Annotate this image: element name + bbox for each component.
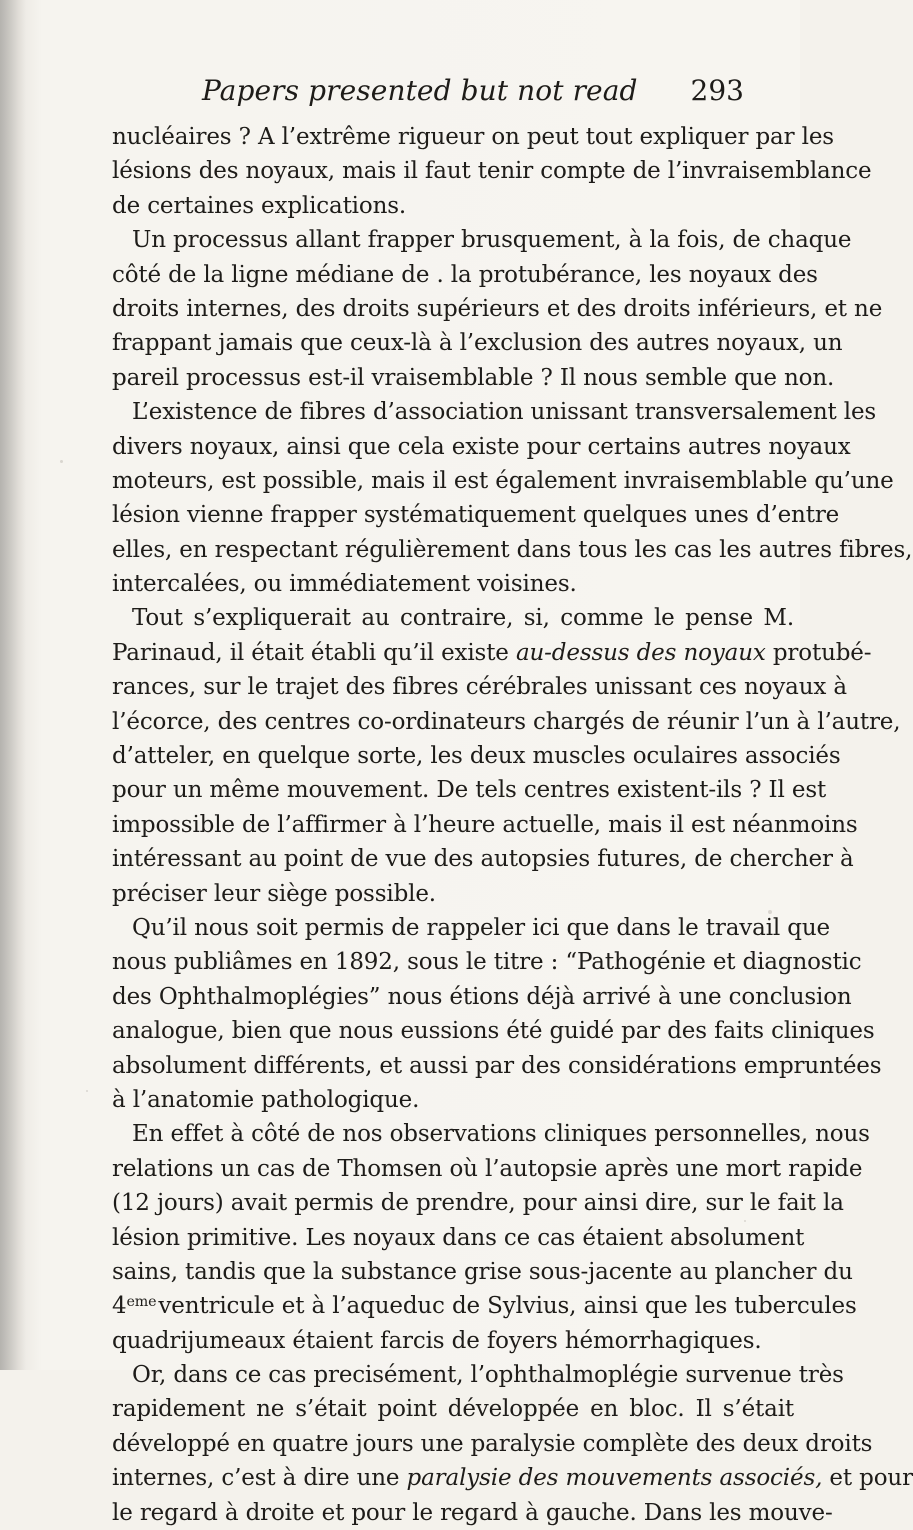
text-line: elles, en respectant régulièrement dans tous les cas les autres fibres, xyxy=(112,536,913,563)
text-line: Qu’il nous soit permis de rappeler ici que dans le travail que xyxy=(132,914,830,941)
text-line: pareil processus est-il vraisemblable ? Il nous semble que non. xyxy=(112,364,835,391)
text-line: absolument différents, et aussi par des considérations empruntées xyxy=(112,1052,882,1079)
text-line: préciser leur siège possible. xyxy=(112,880,436,907)
text-line: lésions des noyaux, mais il faut tenir compte de l’invraisemblance xyxy=(112,158,872,185)
text-line: développé en quatre jours une paralysie complète des deux droits xyxy=(112,1430,873,1457)
text-line: intercalées, ou immédiatement voisines. xyxy=(112,571,577,598)
text-line: pour un même mouvement. De tels centres existent-ils ? Il est xyxy=(112,777,827,804)
text-fragment: ventricule et à l’aqueduc de Sylvius, ainsi que les tubercules xyxy=(158,1293,857,1320)
running-title: Papers presented but not read xyxy=(202,74,638,107)
text-line: relations un cas de Thomsen où l’autopsie après une mort rapide xyxy=(112,1155,863,1182)
paper-speck xyxy=(86,1090,88,1092)
text-line: Or, dans ce cas precisément, l’ophthalmoplégie survenue très xyxy=(132,1362,844,1389)
text-line-with-italic xyxy=(112,1461,913,1495)
italic-phrase: au-dessus des noyaux xyxy=(515,639,766,666)
text-line: des Ophthalmoplégies” nous étions déjà arrivé à une conclusion xyxy=(112,983,852,1010)
text-line: frappant jamais que ceux-là à l’exclusion des autres noyaux, un xyxy=(112,330,843,357)
text-line-with-superscript xyxy=(112,1289,857,1323)
text-line: le regard à droite et pour le regard à gauche. Dans les mouve- xyxy=(112,1499,833,1526)
paper-speck xyxy=(768,910,772,914)
text-line: l’écorce, des centres co-ordinateurs chargés de réunir l’un à l’autre, xyxy=(112,708,901,735)
page-number: 293 xyxy=(690,74,744,107)
text-line: moteurs, est possible, mais il est également invraisemblable qu’une xyxy=(112,467,894,494)
page-binding-shadow xyxy=(0,0,26,1370)
text-line: quadrijumeaux étaient farcis de foyers hémorrhagiques. xyxy=(112,1327,762,1354)
text-line: à l’anatomie pathologique. xyxy=(112,1086,420,1113)
text-line: analogue, bien que nous eussions été guidé par des faits cliniques xyxy=(112,1018,875,1045)
text-line: En effet à côté de nos observations cliniques personnelles, nous xyxy=(132,1121,870,1148)
text-line: (12 jours) avait permis de prendre, pour ainsi dire, sur le fait la xyxy=(112,1190,844,1217)
text-line: rances, sur le trajet des fibres cérébrales unissant ces noyaux à xyxy=(112,674,847,701)
text-fragment: internes, c’est à dire une xyxy=(112,1465,407,1492)
ordinal-number: 4 xyxy=(112,1293,127,1320)
text-line: lésion primitive. Les noyaux dans ce cas étaient absolument xyxy=(112,1224,805,1251)
paper-speck xyxy=(60,460,63,463)
text-line: L’existence de fibres d’association unissant transversalement les xyxy=(132,399,877,426)
text-line: Tout s’expliquerait au contraire, si, comme le pense M. xyxy=(132,605,794,632)
text-line: Un processus allant frapper brusquement, à la fois, de chaque xyxy=(132,227,852,254)
paper-speck xyxy=(744,1220,746,1222)
text-line: côté de la ligne médiane de . la protubérance, les noyaux des xyxy=(112,261,818,288)
text-line: divers noyaux, ainsi que cela existe pour certains autres noyaux xyxy=(112,433,851,460)
ordinal-superscript: eme xyxy=(126,1294,157,1311)
italic-phrase: paralysie des mouvements associés, xyxy=(406,1465,823,1492)
text-line: nucléaires ? A l’extrême rigueur on peut tout expliquer par les xyxy=(112,124,834,150)
text-fragment: protubé- xyxy=(765,639,872,666)
text-line: droits internes, des droits supérieurs et des droits inférieurs, et ne xyxy=(112,295,883,322)
text-line: lésion vienne frapper systématiquement quelques unes d’entre xyxy=(112,502,840,529)
text-line: impossible de l’affirmer à l’heure actuelle, mais il est néanmoins xyxy=(112,811,858,838)
text-line: d’atteler, en quelque sorte, les deux muscles oculaires associés xyxy=(112,743,841,770)
text-line: intéressant au point de vue des autopsies futures, de chercher à xyxy=(112,846,854,873)
text-fragment: et pour xyxy=(822,1465,913,1492)
text-line: rapidement ne s’était point développée en bloc. Il s’était xyxy=(112,1396,794,1423)
text-line: sains, tandis que la substance grise sous-jacente au plancher du xyxy=(112,1258,853,1285)
text-fragment: Parinaud, il était établi qu’il existe xyxy=(112,639,516,666)
body-text xyxy=(112,120,913,1530)
page-header xyxy=(118,74,744,114)
text-line: nous publiâmes en 1892, sous le titre : “Pathogénie et diagnostic xyxy=(112,949,862,976)
text-line-with-italic xyxy=(112,636,872,670)
text-line: de certaines explications. xyxy=(112,192,407,219)
